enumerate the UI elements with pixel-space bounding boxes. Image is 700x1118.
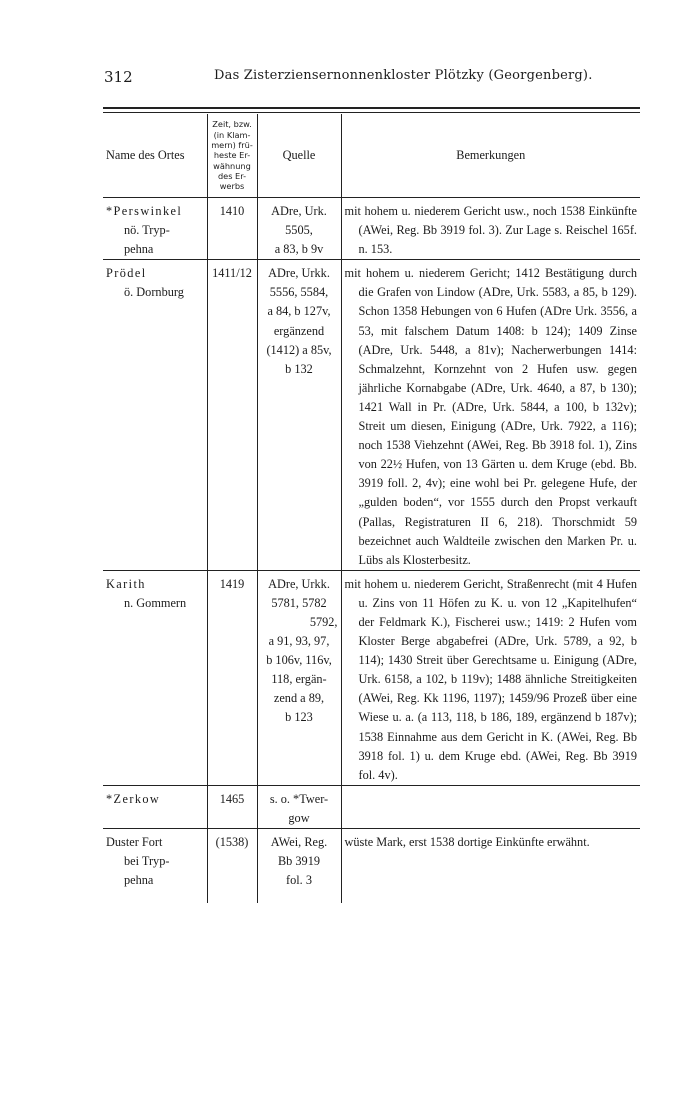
place-name-cell — [103, 198, 207, 260]
running-title: Das Zisterziensernonnenkloster Plötzky (Georgenberg). — [214, 68, 593, 83]
header-zeit: Zeit, bzw. (in Klam- mern) frü- heste Er- wähnung des Er- werbs — [207, 114, 257, 198]
source-cell: ADre, Urkk. 5556, 5584, a 84, b 127v, ergänzend (1412) a 85v, b 132 — [257, 260, 341, 571]
place-location: pehna — [124, 873, 154, 888]
header-bemerkungen: Bemerkungen — [341, 114, 640, 198]
place-location: nö. Tryp- — [124, 223, 170, 238]
source-cell: ADre, Urkk. 5781, 5782 5792, a 91, 93, 97, b 106v, 116v, 118, ergän- zend a 89, b 123 — [257, 570, 341, 785]
page-number: 312 — [104, 68, 133, 86]
place-location: pehna — [124, 242, 154, 257]
table-row — [103, 260, 640, 571]
table-header-row — [103, 114, 640, 198]
page-header — [0, 0, 700, 110]
place-location: n. Gommern — [124, 595, 187, 610]
date-cell: 1465 — [207, 785, 257, 828]
place-name-cell — [103, 829, 207, 904]
places-table — [103, 114, 640, 903]
remarks-cell — [341, 785, 640, 828]
date-cell: 1410 — [207, 198, 257, 260]
remarks-cell: mit hohem u. niederem Gericht, Straßenrecht (mit 4 Hufen u. Zins von 11 Höfen zu K. u. von 12 „Kapitelhufen“ der Feldmark K.), Fischerei usw.; 1419: 2 Hufen vom Kloster Berge abgabefrei (ADre, Urk. 5789, a 92, b 114); 1430 Streit über Gerechtsame u. Einigung (ADre, Urk. 6158, a 102, b 119v); 1488 ähnliche Streitigkeiten (AWei, Reg. Kk 1196, 1197); 1459/96 Prozeß über eine Wiese u. a. (a 113, 118, b 186, 189, ergänzend b 187v); 1538 Einnahme aus dem Gericht in K. (AWei, Reg. Bb 3918 fol. 1) u. dem Kruge ebd. (AWei, Reg. Bb 3919 fol. 4v). — [341, 570, 640, 785]
source-cell: s. o. *Twer- gow — [257, 785, 341, 828]
place-name: *Zerkow — [106, 791, 161, 806]
table-row — [103, 785, 640, 828]
place-name-cell — [103, 570, 207, 785]
source-cell: AWei, Reg. Bb 3919 fol. 3 — [257, 829, 341, 904]
date-cell: (1538) — [207, 829, 257, 904]
place-location: bei Tryp- — [124, 854, 170, 869]
remarks-cell: mit hohem u. niederem Gericht; 1412 Bestätigung durch die Grafen von Lindow (ADre, Urk. 5583, a 85, b 129). Schon 1358 Hebungen von 6 Hufen (ADre Urk. 3556, a 53, mit falschem Datum 1408: b 124); 1409 Zinse (ADre, Urk. 5448, a 81v); Nacherwerbungen 1414: Schmalzehnt, Kornzehnt von 2 Hufen usw. gegen jährliche Kornabgabe (ADre, Urk. 4640, a 87, b 130); 1421 Wall in Pr. (ADre, Urk. 5844, a 100, b 132v); Streit um diesen, Einigung (ADre, Urk. 7922, a 116); noch 1538 Viehzehnt (AWei, Reg. Bb 3918 fol. 1), Zins von 22½ Hufen, von 13 Gärten u. dem Kruge (ebd. Bb. 3919 foll. 2, 4v); eine wohl bei Pr. gelegene Hufe, der „gulden boden“, vor 1555 durch den Propst verkauft (Pallas, Registraturen II 6, 218). Thorschmidt 59 bezeichnet auch Waldteile zwischen den Marken Pr. u. Lübs als Klosterbesitz. — [341, 260, 640, 571]
table-row — [103, 570, 640, 785]
place-location: ö. Dornburg — [124, 285, 184, 300]
table-row — [103, 829, 640, 904]
table-row — [103, 198, 640, 260]
date-cell: 1411/12 — [207, 260, 257, 571]
date-cell: 1419 — [207, 570, 257, 785]
header-rule-thin — [103, 112, 640, 113]
place-name: Karith — [106, 576, 146, 591]
header-quelle: Quelle — [257, 114, 341, 198]
header-rule-thick — [103, 107, 640, 109]
source-cell: ADre, Urk. 5505, a 83, b 9v — [257, 198, 341, 260]
remarks-cell: mit hohem u. niederem Gericht usw., noch 1538 Einkünfte (AWei, Reg. Bb 3919 fol. 3). Zur Lage s. Reischel 165f. n. 153. — [344, 204, 637, 257]
place-name: Prödel — [106, 266, 147, 281]
place-name-cell — [103, 260, 207, 571]
remarks-cell: wüste Mark, erst 1538 dortige Einkünfte erwähnt. — [341, 829, 640, 904]
place-name: *Perswinkel — [106, 204, 183, 218]
place-name-cell — [103, 785, 207, 828]
header-name: Name des Ortes — [103, 114, 207, 198]
place-name: Duster Fort — [106, 835, 163, 849]
